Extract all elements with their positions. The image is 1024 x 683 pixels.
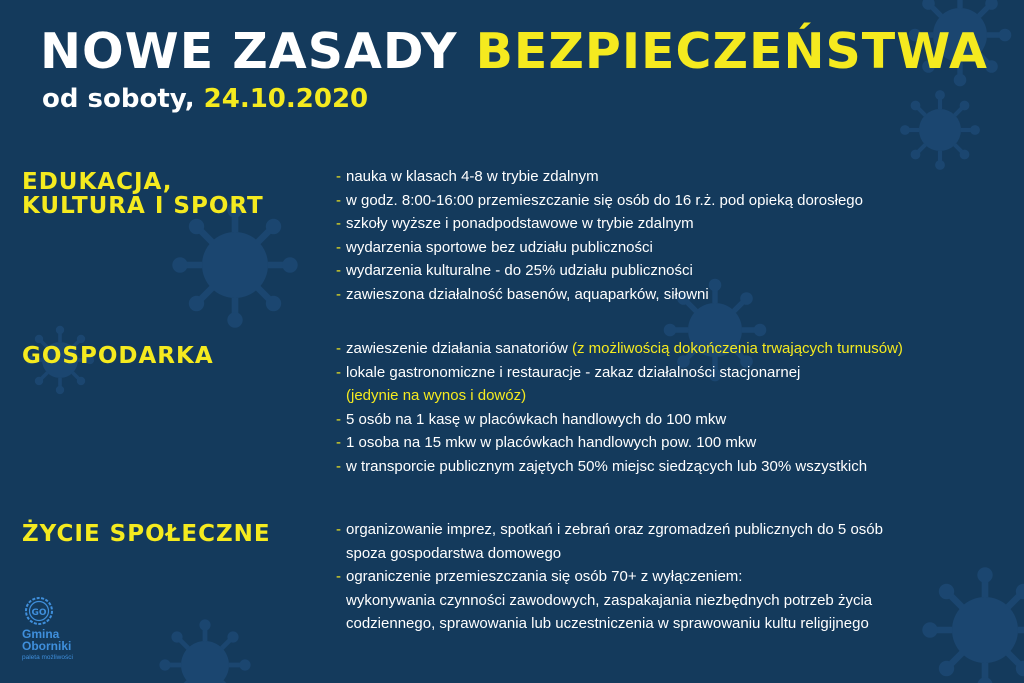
logo-mark-icon [24,596,54,626]
item-text: wydarzenia kulturalne - do 25% udziału publiczności [346,262,693,279]
bullet-dash: - [336,340,341,357]
bullet-dash: - [336,457,341,475]
education-list [336,165,1016,306]
item-text: 1 osoba na 15 mkw w placówkach handlowych pow. 100 mkw [346,434,757,451]
date-subtitle [42,82,368,116]
item-text: ograniczenie przemieszczania się osób 70+ z wyłączeniem: [346,568,743,585]
economy-list [336,337,1016,478]
item-note: (jedynie na wynos i dowóz) [346,387,527,404]
list-item [336,361,1016,408]
item-text: lokale gastronomiczne i restauracje - zakaz działalności stacjonarnej [346,363,801,381]
item-text: wydarzenia sportowe bez udziału publiczności [346,238,653,256]
logo-tagline: paleta możliwości [22,654,73,661]
logo-name-line1: Gmina [22,627,60,641]
item-text: organizowanie imprez, spotkań i zebrań oraz zgromadzeń publicznych do 5 osób [346,521,883,538]
gmina-oborniki-logo [20,596,90,672]
subtitle-white: od soboty, [42,84,195,114]
list-item [336,165,1016,189]
bullet-dash: - [336,215,341,232]
item-text [346,337,1016,361]
item-note: (z możliwością dokończenia trwających turnusów) [571,340,903,357]
list-item [336,565,1016,636]
item-text: spoza gospodarstwa domowego [346,544,562,562]
logo-name-line2: Oborniki [22,639,72,653]
heading-social-text: ŻYCIE SPOŁECZNE [22,521,271,547]
heading-economy-text: GOSPODARKA [22,343,214,369]
subtitle-date: 24.10.2020 [203,84,369,114]
item-text: 5 osób na 1 kasę w placówkach handlowych do 100 mkw [346,410,727,428]
bullet-dash: - [336,410,341,428]
list-item [336,455,1016,479]
item-text: nauka w klasach 4-8 w trybie zdalnym [346,168,599,185]
virus-decoration [900,90,980,170]
list-item [336,189,1016,213]
heading-education-line2: KULTURA I SPORT [22,193,264,219]
virus-decoration [172,202,297,327]
virus-decoration [159,619,250,683]
item-main-text: zawieszenie działania sanatoriów [346,340,568,357]
item-text: w godz. 8:00-16:00 przemieszczanie się osób do 16 r.ż. pod opieką dorosłego [346,191,863,209]
logo-mark-text: GO [31,608,47,618]
list-item [336,518,1016,565]
bullet-dash: - [336,521,341,538]
bullet-dash: - [336,434,341,451]
list-item [336,259,1016,283]
list-item [336,283,1016,307]
bullet-dash: - [336,285,341,303]
title-white: NOWE ZASADY [40,23,458,80]
item-text: codziennego, sprawowania lub uczestniczenia w sprawowaniu kultu religijnego [346,615,869,632]
list-item [336,337,1016,361]
logo-name [22,628,71,652]
heading-education-line1: EDUKACJA, [22,169,173,195]
bullet-dash: - [336,191,341,209]
bullet-dash: - [336,168,341,185]
bullet-dash: - [336,238,341,256]
heading-education [22,170,264,218]
item-text: szkoły wyższe i ponadpodstawowe w trybie zdalnym [346,215,694,232]
item-text: w transporcie publicznym zajętych 50% miejsc siedzących lub 30% wszystkich [346,457,868,475]
bullet-dash: - [336,568,341,585]
list-item [336,408,1016,432]
heading-social [22,522,271,546]
title-yellow: BEZPIECZEŃSTWA [475,23,988,80]
social-list [336,518,1016,636]
item-text: zawieszona działalność basenów, aquaparków, siłowni [346,285,709,303]
bullet-dash: - [336,363,341,381]
heading-economy [22,344,214,368]
list-item [336,236,1016,260]
item-text: wykonywania czynności zawodowych, zaspakajania niezbędnych potrzeb życia [346,591,873,609]
list-item [336,212,1016,236]
bullet-dash: - [336,262,341,279]
list-item [336,431,1016,455]
page-title [40,22,988,82]
